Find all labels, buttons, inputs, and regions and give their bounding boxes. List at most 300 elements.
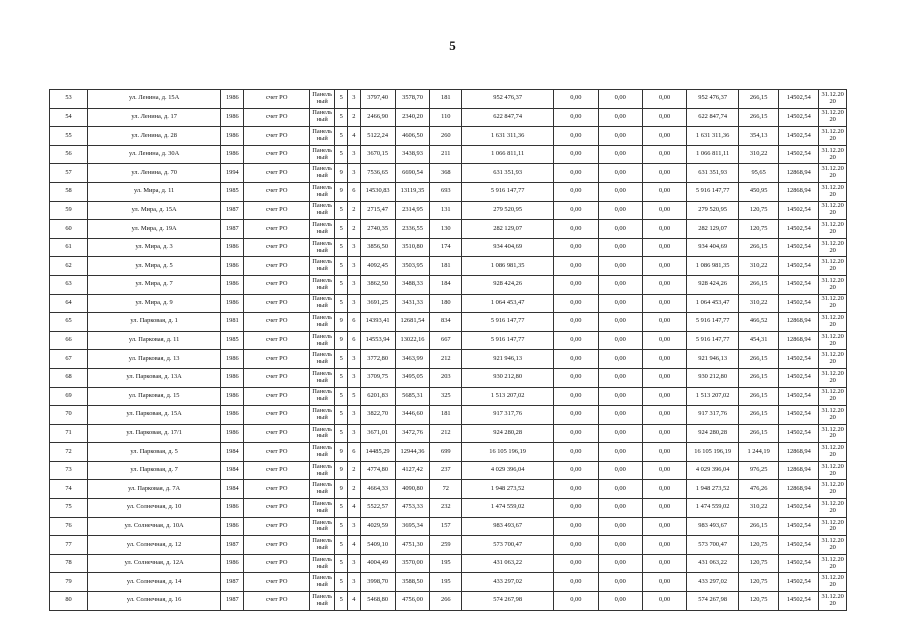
entrances-cell: 2 [348, 480, 361, 499]
living-area-cell: 6690,54 [395, 164, 430, 183]
cost-limit-cell: 12868,94 [779, 182, 819, 201]
build-year-cell: 1986 [221, 424, 244, 443]
build-year-cell: 1986 [221, 108, 244, 127]
total-cost-cell: 282 129,07 [462, 220, 554, 239]
fund-share-cell: 0,00 [554, 499, 598, 518]
unit-cost-cell: 120,75 [739, 592, 779, 611]
unit-cost-cell: 266,15 [739, 406, 779, 425]
completion-date-cell: 31.12.2020 [819, 480, 847, 499]
regional-budget-cell: 0,00 [598, 424, 642, 443]
completion-date-cell: 31.12.2020 [819, 275, 847, 294]
row-number-cell: 70 [50, 406, 88, 425]
wall-material-cell: Панельный [310, 443, 335, 462]
unit-cost-cell: 120,75 [739, 201, 779, 220]
living-area-cell: 3431,33 [395, 294, 430, 313]
owners-funds-cell: 921 946,13 [687, 350, 739, 369]
completion-date-cell: 31.12.2020 [819, 461, 847, 480]
completion-date-cell: 31.12.2020 [819, 517, 847, 536]
unit-cost-cell: 310,22 [739, 145, 779, 164]
fund-share-cell: 0,00 [554, 313, 598, 332]
wall-material-cell: Панельный [310, 201, 335, 220]
fund-method-cell: счет РО [244, 201, 310, 220]
address-cell: ул. Солнечная, д. 12А [88, 554, 221, 573]
living-area-cell: 3695,34 [395, 517, 430, 536]
table-row [50, 294, 847, 313]
total-area-cell: 5468,80 [360, 592, 395, 611]
table-row [50, 313, 847, 332]
fund-method-cell: счет РО [244, 294, 310, 313]
floors-cell: 5 [335, 554, 348, 573]
living-area-cell: 13119,35 [395, 182, 430, 201]
table-row [50, 108, 847, 127]
fund-method-cell: счет РО [244, 406, 310, 425]
floors-cell: 5 [335, 406, 348, 425]
completion-date-cell: 31.12.2020 [819, 182, 847, 201]
build-year-cell: 1987 [221, 220, 244, 239]
residents-cell: 195 [430, 554, 462, 573]
fund-method-cell: счет РО [244, 313, 310, 332]
floors-cell: 5 [335, 536, 348, 555]
owners-funds-cell: 631 351,93 [687, 164, 739, 183]
completion-date-cell: 31.12.2020 [819, 145, 847, 164]
living-area-cell: 3472,76 [395, 424, 430, 443]
regional-budget-cell: 0,00 [598, 517, 642, 536]
fund-share-cell: 0,00 [554, 461, 598, 480]
wall-material-cell: Панельный [310, 573, 335, 592]
row-number-cell: 55 [50, 127, 88, 146]
row-number-cell: 59 [50, 201, 88, 220]
build-year-cell: 1986 [221, 368, 244, 387]
floors-cell: 5 [335, 573, 348, 592]
regional-budget-cell: 0,00 [598, 573, 642, 592]
fund-share-cell: 0,00 [554, 406, 598, 425]
total-area-cell: 4004,49 [360, 554, 395, 573]
fund-method-cell: счет РО [244, 164, 310, 183]
regional-budget-cell: 0,00 [598, 164, 642, 183]
address-cell: ул. Парковая, д. 13 [88, 350, 221, 369]
fund-method-cell: счет РО [244, 90, 310, 109]
living-area-cell: 12681,54 [395, 313, 430, 332]
address-cell: ул. Мира, д. 5 [88, 257, 221, 276]
entrances-cell: 3 [348, 350, 361, 369]
fund-share-cell: 0,00 [554, 368, 598, 387]
cost-limit-cell: 12868,94 [779, 331, 819, 350]
total-area-cell: 2740,35 [360, 220, 395, 239]
municipal-budget-cell: 0,00 [642, 201, 686, 220]
fund-method-cell: счет РО [244, 480, 310, 499]
cost-limit-cell: 12868,94 [779, 313, 819, 332]
residents-cell: 72 [430, 480, 462, 499]
owners-funds-cell: 16 105 196,19 [687, 443, 739, 462]
address-cell: ул. Мира, д. 11 [88, 182, 221, 201]
fund-method-cell: счет РО [244, 108, 310, 127]
owners-funds-cell: 433 297,02 [687, 573, 739, 592]
unit-cost-cell: 1 244,19 [739, 443, 779, 462]
total-cost-cell: 433 297,02 [462, 573, 554, 592]
fund-share-cell: 0,00 [554, 90, 598, 109]
address-cell: ул. Солнечная, д. 14 [88, 573, 221, 592]
unit-cost-cell: 450,95 [739, 182, 779, 201]
total-area-cell: 4774,80 [360, 461, 395, 480]
wall-material-cell: Панельный [310, 257, 335, 276]
build-year-cell: 1981 [221, 313, 244, 332]
regional-budget-cell: 0,00 [598, 499, 642, 518]
row-number-cell: 68 [50, 368, 88, 387]
fund-method-cell: счет РО [244, 461, 310, 480]
completion-date-cell: 31.12.2020 [819, 164, 847, 183]
wall-material-cell: Панельный [310, 182, 335, 201]
total-cost-cell: 1 064 453,47 [462, 294, 554, 313]
entrances-cell: 4 [348, 127, 361, 146]
regional-budget-cell: 0,00 [598, 480, 642, 499]
entrances-cell: 4 [348, 499, 361, 518]
regional-budget-cell: 0,00 [598, 145, 642, 164]
build-year-cell: 1986 [221, 257, 244, 276]
owners-funds-cell: 282 129,07 [687, 220, 739, 239]
fund-share-cell: 0,00 [554, 201, 598, 220]
municipal-budget-cell: 0,00 [642, 406, 686, 425]
living-area-cell: 5685,31 [395, 387, 430, 406]
total-area-cell: 3797,40 [360, 90, 395, 109]
cost-limit-cell: 14502,54 [779, 499, 819, 518]
fund-share-cell: 0,00 [554, 480, 598, 499]
cost-limit-cell: 14502,54 [779, 108, 819, 127]
row-number-cell: 54 [50, 108, 88, 127]
cost-limit-cell: 14502,54 [779, 127, 819, 146]
table-row [50, 220, 847, 239]
wall-material-cell: Панельный [310, 406, 335, 425]
floors-cell: 5 [335, 238, 348, 257]
floors-cell: 5 [335, 220, 348, 239]
build-year-cell: 1984 [221, 443, 244, 462]
row-number-cell: 77 [50, 536, 88, 555]
municipal-budget-cell: 0,00 [642, 536, 686, 555]
municipal-budget-cell: 0,00 [642, 127, 686, 146]
municipal-budget-cell: 0,00 [642, 331, 686, 350]
total-cost-cell: 16 105 196,19 [462, 443, 554, 462]
wall-material-cell: Панельный [310, 387, 335, 406]
regional-budget-cell: 0,00 [598, 406, 642, 425]
wall-material-cell: Панельный [310, 368, 335, 387]
owners-funds-cell: 930 212,80 [687, 368, 739, 387]
entrances-cell: 3 [348, 145, 361, 164]
living-area-cell: 4753,33 [395, 499, 430, 518]
table-row [50, 554, 847, 573]
total-area-cell: 3856,50 [360, 238, 395, 257]
entrances-cell: 6 [348, 313, 361, 332]
completion-date-cell: 31.12.2020 [819, 331, 847, 350]
housing-register-table [49, 89, 847, 611]
residents-cell: 181 [430, 90, 462, 109]
row-number-cell: 66 [50, 331, 88, 350]
living-area-cell: 3488,33 [395, 275, 430, 294]
unit-cost-cell: 476,26 [739, 480, 779, 499]
total-area-cell: 5122,24 [360, 127, 395, 146]
wall-material-cell: Панельный [310, 554, 335, 573]
municipal-budget-cell: 0,00 [642, 238, 686, 257]
row-number-cell: 63 [50, 275, 88, 294]
residents-cell: 368 [430, 164, 462, 183]
residents-cell: 110 [430, 108, 462, 127]
municipal-budget-cell: 0,00 [642, 517, 686, 536]
unit-cost-cell: 310,22 [739, 294, 779, 313]
wall-material-cell: Панельный [310, 331, 335, 350]
municipal-budget-cell: 0,00 [642, 145, 686, 164]
owners-funds-cell: 928 424,26 [687, 275, 739, 294]
municipal-budget-cell: 0,00 [642, 424, 686, 443]
regional-budget-cell: 0,00 [598, 313, 642, 332]
owners-funds-cell: 5 916 147,77 [687, 313, 739, 332]
unit-cost-cell: 266,15 [739, 90, 779, 109]
residents-cell: 325 [430, 387, 462, 406]
fund-share-cell: 0,00 [554, 238, 598, 257]
entrances-cell: 3 [348, 257, 361, 276]
residents-cell: 181 [430, 257, 462, 276]
completion-date-cell: 31.12.2020 [819, 443, 847, 462]
wall-material-cell: Панельный [310, 499, 335, 518]
wall-material-cell: Панельный [310, 592, 335, 611]
municipal-budget-cell: 0,00 [642, 275, 686, 294]
municipal-budget-cell: 0,00 [642, 499, 686, 518]
table-row [50, 573, 847, 592]
build-year-cell: 1986 [221, 350, 244, 369]
residents-cell: 232 [430, 499, 462, 518]
unit-cost-cell: 466,52 [739, 313, 779, 332]
fund-method-cell: счет РО [244, 220, 310, 239]
unit-cost-cell: 266,15 [739, 424, 779, 443]
fund-method-cell: счет РО [244, 443, 310, 462]
regional-budget-cell: 0,00 [598, 387, 642, 406]
build-year-cell: 1985 [221, 182, 244, 201]
entrances-cell: 3 [348, 294, 361, 313]
cost-limit-cell: 14502,54 [779, 145, 819, 164]
table-row [50, 331, 847, 350]
living-area-cell: 2340,20 [395, 108, 430, 127]
build-year-cell: 1987 [221, 201, 244, 220]
total-cost-cell: 1 066 811,11 [462, 145, 554, 164]
floors-cell: 5 [335, 201, 348, 220]
residents-cell: 174 [430, 238, 462, 257]
fund-share-cell: 0,00 [554, 424, 598, 443]
entrances-cell: 6 [348, 443, 361, 462]
municipal-budget-cell: 0,00 [642, 480, 686, 499]
entrances-cell: 6 [348, 331, 361, 350]
floors-cell: 5 [335, 387, 348, 406]
unit-cost-cell: 266,15 [739, 387, 779, 406]
table-row [50, 201, 847, 220]
residents-cell: 157 [430, 517, 462, 536]
total-area-cell: 2466,90 [360, 108, 395, 127]
unit-cost-cell: 454,31 [739, 331, 779, 350]
wall-material-cell: Панельный [310, 424, 335, 443]
cost-limit-cell: 14502,54 [779, 592, 819, 611]
unit-cost-cell: 976,25 [739, 461, 779, 480]
build-year-cell: 1985 [221, 331, 244, 350]
cost-limit-cell: 14502,54 [779, 536, 819, 555]
address-cell: ул. Солнечная, д. 12 [88, 536, 221, 555]
total-cost-cell: 921 946,13 [462, 350, 554, 369]
owners-funds-cell: 983 493,67 [687, 517, 739, 536]
cost-limit-cell: 14502,54 [779, 368, 819, 387]
table-row [50, 387, 847, 406]
total-area-cell: 14530,83 [360, 182, 395, 201]
row-number-cell: 69 [50, 387, 88, 406]
total-area-cell: 6201,83 [360, 387, 395, 406]
total-cost-cell: 279 520,95 [462, 201, 554, 220]
wall-material-cell: Панельный [310, 536, 335, 555]
fund-method-cell: счет РО [244, 275, 310, 294]
completion-date-cell: 31.12.2020 [819, 294, 847, 313]
fund-share-cell: 0,00 [554, 554, 598, 573]
wall-material-cell: Панельный [310, 238, 335, 257]
unit-cost-cell: 120,75 [739, 554, 779, 573]
regional-budget-cell: 0,00 [598, 294, 642, 313]
municipal-budget-cell: 0,00 [642, 554, 686, 573]
completion-date-cell: 31.12.2020 [819, 592, 847, 611]
cost-limit-cell: 14502,54 [779, 350, 819, 369]
floors-cell: 5 [335, 517, 348, 536]
owners-funds-cell: 917 317,76 [687, 406, 739, 425]
residents-cell: 130 [430, 220, 462, 239]
cost-limit-cell: 14502,54 [779, 201, 819, 220]
living-area-cell: 2314,95 [395, 201, 430, 220]
row-number-cell: 64 [50, 294, 88, 313]
unit-cost-cell: 310,22 [739, 257, 779, 276]
floors-cell: 5 [335, 424, 348, 443]
address-cell: ул. Солнечная, д. 10 [88, 499, 221, 518]
address-cell: ул. Парковая, д. 15 [88, 387, 221, 406]
fund-method-cell: счет РО [244, 499, 310, 518]
floors-cell: 9 [335, 461, 348, 480]
cost-limit-cell: 14502,54 [779, 406, 819, 425]
total-area-cell: 14393,41 [360, 313, 395, 332]
regional-budget-cell: 0,00 [598, 127, 642, 146]
total-area-cell: 14485,29 [360, 443, 395, 462]
unit-cost-cell: 266,15 [739, 517, 779, 536]
entrances-cell: 3 [348, 275, 361, 294]
cost-limit-cell: 12868,94 [779, 461, 819, 480]
floors-cell: 9 [335, 331, 348, 350]
row-number-cell: 73 [50, 461, 88, 480]
build-year-cell: 1986 [221, 145, 244, 164]
fund-share-cell: 0,00 [554, 108, 598, 127]
floors-cell: 5 [335, 592, 348, 611]
regional-budget-cell: 0,00 [598, 592, 642, 611]
regional-budget-cell: 0,00 [598, 108, 642, 127]
living-area-cell: 4127,42 [395, 461, 430, 480]
regional-budget-cell: 0,00 [598, 257, 642, 276]
owners-funds-cell: 924 280,28 [687, 424, 739, 443]
total-cost-cell: 930 212,80 [462, 368, 554, 387]
entrances-cell: 4 [348, 536, 361, 555]
fund-share-cell: 0,00 [554, 294, 598, 313]
completion-date-cell: 31.12.2020 [819, 108, 847, 127]
cost-limit-cell: 12868,94 [779, 443, 819, 462]
table-row [50, 592, 847, 611]
fund-method-cell: счет РО [244, 573, 310, 592]
floors-cell: 5 [335, 127, 348, 146]
owners-funds-cell: 1 086 981,35 [687, 257, 739, 276]
residents-cell: 195 [430, 573, 462, 592]
table-row [50, 90, 847, 109]
unit-cost-cell: 266,15 [739, 275, 779, 294]
fund-share-cell: 0,00 [554, 573, 598, 592]
unit-cost-cell: 310,22 [739, 499, 779, 518]
owners-funds-cell: 1 474 559,02 [687, 499, 739, 518]
fund-method-cell: счет РО [244, 368, 310, 387]
entrances-cell: 2 [348, 108, 361, 127]
row-number-cell: 60 [50, 220, 88, 239]
row-number-cell: 65 [50, 313, 88, 332]
owners-funds-cell: 622 847,74 [687, 108, 739, 127]
residents-cell: 699 [430, 443, 462, 462]
unit-cost-cell: 266,15 [739, 108, 779, 127]
build-year-cell: 1987 [221, 592, 244, 611]
living-area-cell: 3570,00 [395, 554, 430, 573]
owners-funds-cell: 934 404,69 [687, 238, 739, 257]
total-area-cell: 5522,57 [360, 499, 395, 518]
row-number-cell: 58 [50, 182, 88, 201]
municipal-budget-cell: 0,00 [642, 573, 686, 592]
floors-cell: 5 [335, 499, 348, 518]
entrances-cell: 3 [348, 406, 361, 425]
residents-cell: 834 [430, 313, 462, 332]
residents-cell: 181 [430, 406, 462, 425]
floors-cell: 9 [335, 182, 348, 201]
living-area-cell: 3495,05 [395, 368, 430, 387]
living-area-cell: 3438,93 [395, 145, 430, 164]
total-cost-cell: 5 916 147,77 [462, 182, 554, 201]
unit-cost-cell: 266,15 [739, 238, 779, 257]
unit-cost-cell: 120,75 [739, 573, 779, 592]
fund-method-cell: счет РО [244, 127, 310, 146]
table-row [50, 238, 847, 257]
fund-method-cell: счет РО [244, 554, 310, 573]
unit-cost-cell: 354,13 [739, 127, 779, 146]
build-year-cell: 1986 [221, 554, 244, 573]
fund-share-cell: 0,00 [554, 350, 598, 369]
fund-share-cell: 0,00 [554, 257, 598, 276]
owners-funds-cell: 1 631 311,36 [687, 127, 739, 146]
completion-date-cell: 31.12.2020 [819, 220, 847, 239]
row-number-cell: 61 [50, 238, 88, 257]
regional-budget-cell: 0,00 [598, 182, 642, 201]
address-cell: ул. Ленина, д. 30А [88, 145, 221, 164]
unit-cost-cell: 120,75 [739, 220, 779, 239]
build-year-cell: 1994 [221, 164, 244, 183]
completion-date-cell: 31.12.2020 [819, 201, 847, 220]
build-year-cell: 1986 [221, 127, 244, 146]
municipal-budget-cell: 0,00 [642, 220, 686, 239]
fund-method-cell: счет РО [244, 238, 310, 257]
table-row [50, 499, 847, 518]
living-area-cell: 3510,80 [395, 238, 430, 257]
address-cell: ул. Солнечная, д. 10А [88, 517, 221, 536]
owners-funds-cell: 573 700,47 [687, 536, 739, 555]
completion-date-cell: 31.12.2020 [819, 406, 847, 425]
total-area-cell: 4092,45 [360, 257, 395, 276]
fund-share-cell: 0,00 [554, 182, 598, 201]
regional-budget-cell: 0,00 [598, 368, 642, 387]
cost-limit-cell: 14502,54 [779, 517, 819, 536]
total-cost-cell: 1 474 559,02 [462, 499, 554, 518]
regional-budget-cell: 0,00 [598, 238, 642, 257]
wall-material-cell: Панельный [310, 127, 335, 146]
total-cost-cell: 573 700,47 [462, 536, 554, 555]
regional-budget-cell: 0,00 [598, 220, 642, 239]
owners-funds-cell: 279 520,95 [687, 201, 739, 220]
row-number-cell: 76 [50, 517, 88, 536]
